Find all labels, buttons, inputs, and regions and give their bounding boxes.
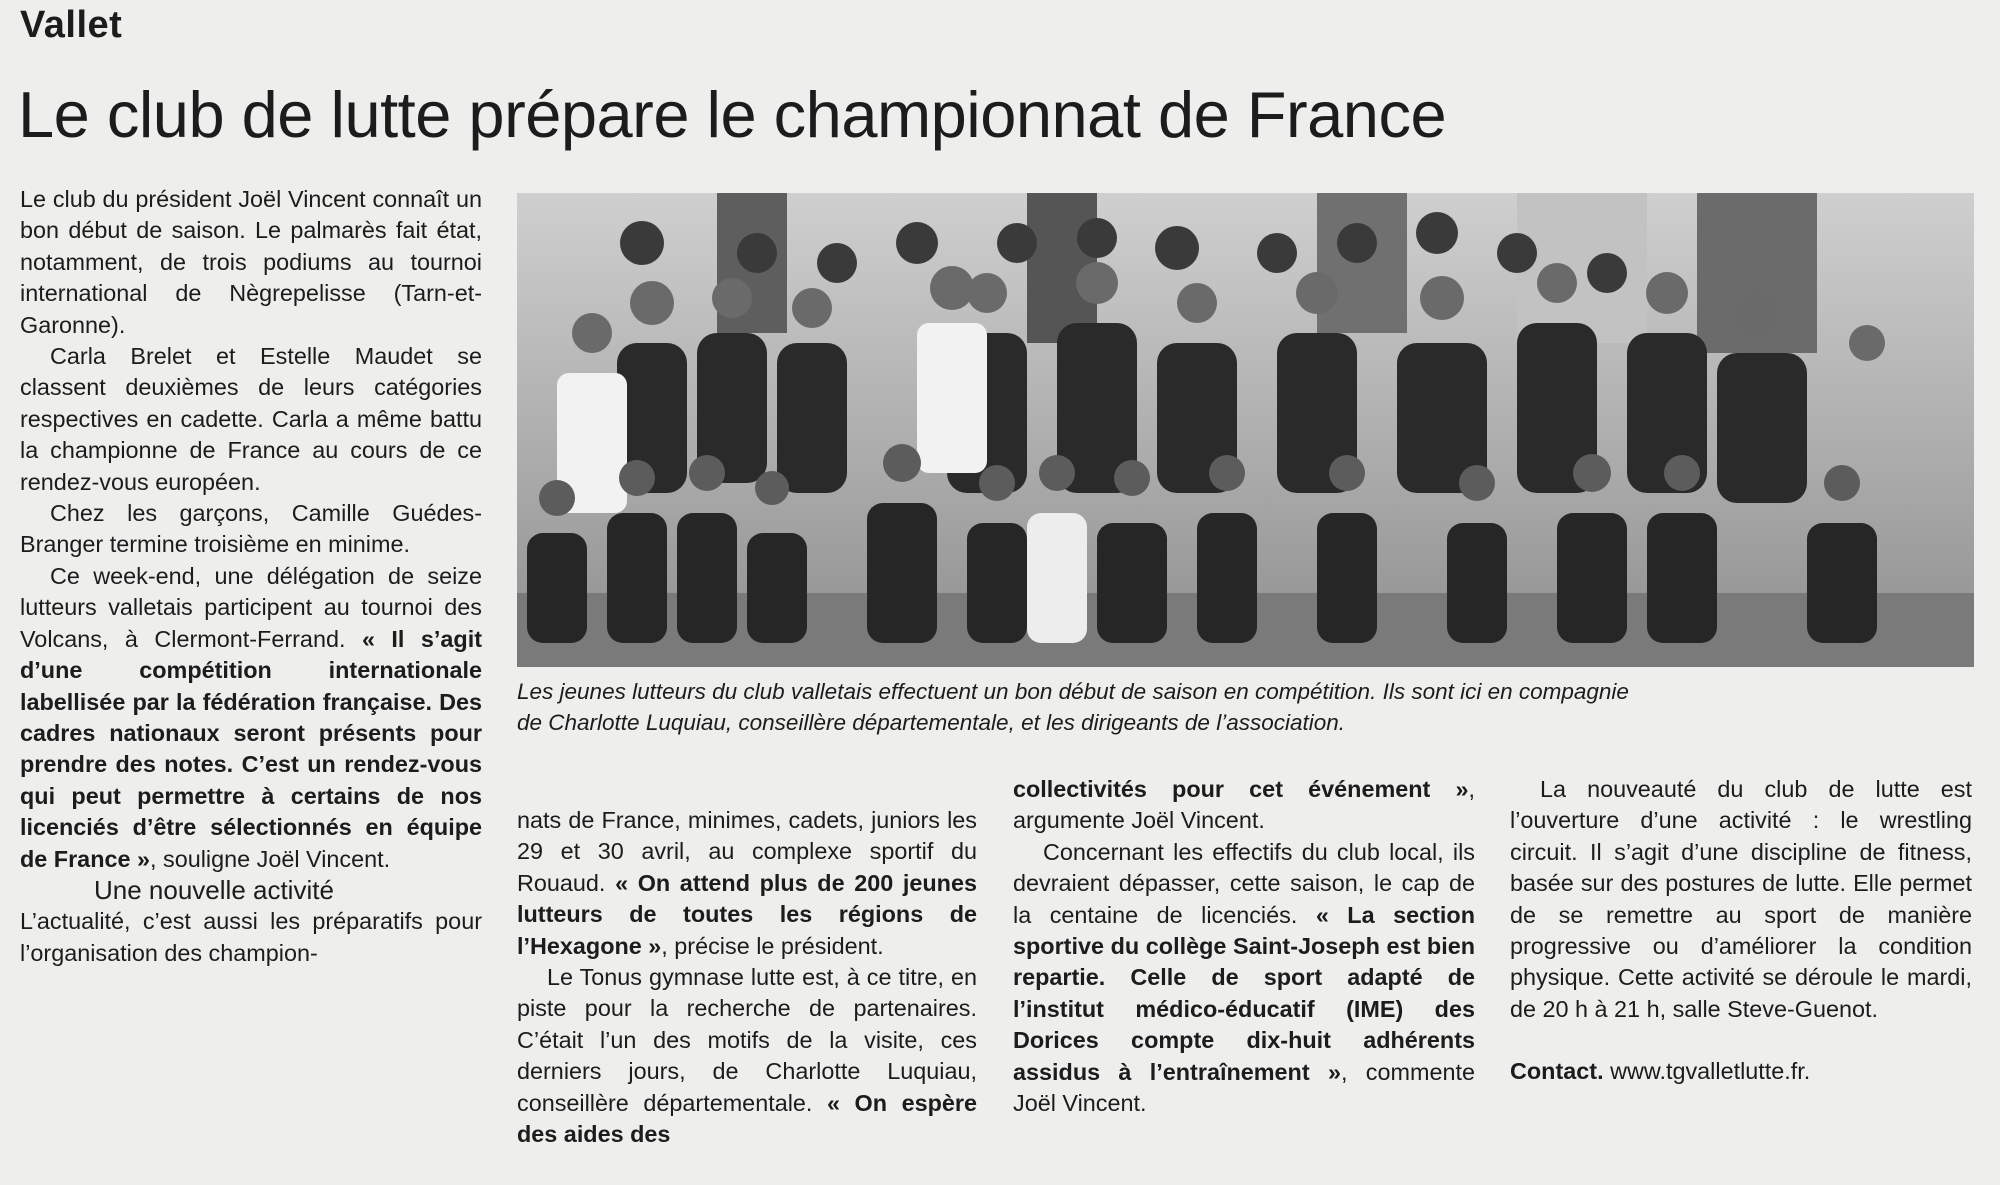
paragraph: Chez les garçons, Camille Guédes-Branger termine troisième en minime.: [20, 500, 482, 558]
paragraph: [517, 962, 977, 1150]
article-column-2: [517, 805, 977, 1150]
article-headline: Le club de lutte prépare le championnat de France: [18, 78, 1447, 151]
paragraph-text: Ce week-end, une délégation de seize lutteurs valletais participent au tournoi des Volcans, à Clermont-Ferrand.: [20, 562, 482, 652]
paragraph-text: nats de France, minimes, cadets, juniors les 29 et 30 avril, au complexe sportif du Rouaud.: [517, 807, 977, 896]
contact-line: [1510, 1056, 1972, 1087]
paragraph-text: , commente Joël Vincent.: [1013, 1058, 1476, 1117]
article-column-4: [1510, 774, 1972, 1088]
photo-caption: [517, 676, 1977, 738]
caption-line: Les jeunes lutteurs du club valletais effectuent un bon début de saison en compétition. Ils sont ici en compagnie: [517, 679, 1629, 704]
paragraph-text: , précise le président.: [661, 932, 884, 959]
contact-label: Contact.: [1510, 1058, 1604, 1085]
paragraph: La nouveauté du club de lutte est l’ouverture d’une activité : le wrestling circuit. Il s’agit d’une discipline de fitness, basée sur des postures de lutte. Elle permet de se remettre au sport de manière progressive ou d’améliorer la condition physique. Cette activité se déroule le mardi, de 20 h à 21 h, salle Steve-Guenot.: [1510, 776, 1972, 1022]
paragraph-text: , souligne Joël Vincent.: [150, 845, 391, 872]
quote: collectivités pour cet événement »: [1013, 776, 1469, 802]
paragraph: Carla Brelet et Estelle Maudet se classent deuxièmes de leurs catégories respectives en cadette. Carla a même battu la championne de France au cours de ce rendez-vous européen.: [20, 343, 482, 495]
paragraph-text: Le Tonus gymnase lutte est, à ce titre, en piste pour la recherche de partenaires. C’était l’un des motifs de la visite, ces derniers jours, de Charlotte Luquiau, conseillère départementale.: [517, 964, 977, 1116]
paragraph: [517, 805, 977, 962]
paragraph: Le club du président Joël Vincent connaît un bon début de saison. Le palmarès fait état, notamment, de trois podiums au tournoi international de Nègrepelisse (Tarn-et-Garonne).: [20, 186, 482, 338]
paragraph-text: Concernant les effectifs du club local, ils devraient dépasser, cette saison, le cap de la centaine de licenciés.: [1013, 838, 1475, 928]
contact-url: www.tgvalletlutte.fr.: [1603, 1058, 1811, 1085]
quote: « Il s’agit d’une compétition internationale labellisée par la fédération française. Des cadres nationaux seront présents pour prendre des notes. C’est un rendez-vous qui peut permettre à certains de nos licenciés d’être sélectionnés en équipe de France »: [20, 625, 482, 872]
paragraph: [1013, 837, 1475, 1120]
team-photo: [517, 193, 1974, 667]
quote: « On attend plus de 200 jeunes lutteurs de toutes les régions de l’Hexagone »: [517, 869, 977, 959]
paragraph: L’actualité, c’est aussi les préparatifs pour l’organisation des champion-: [20, 908, 482, 966]
article-column-1: [20, 184, 482, 969]
section-kicker: Vallet: [20, 4, 123, 46]
article-column-3: [1013, 774, 1475, 1119]
paragraph: [1013, 774, 1475, 837]
quote: « La section sportive du collège Saint-Joseph est bien repartie. Celle de sport adapté de l’institut médico-éducatif (IME) des Dorices compte dix-huit adhérents assidus à l’entraînement »: [1013, 901, 1475, 1085]
caption-line: de Charlotte Luquiau, conseillère départementale, et les dirigeants de l’association.: [517, 710, 1346, 735]
paragraph: [20, 561, 482, 875]
quote: « On espère des aides des: [517, 1089, 977, 1148]
paragraph-text: , argumente Joël Vincent.: [1013, 776, 1475, 834]
subheading: Une nouvelle activité: [94, 874, 334, 905]
